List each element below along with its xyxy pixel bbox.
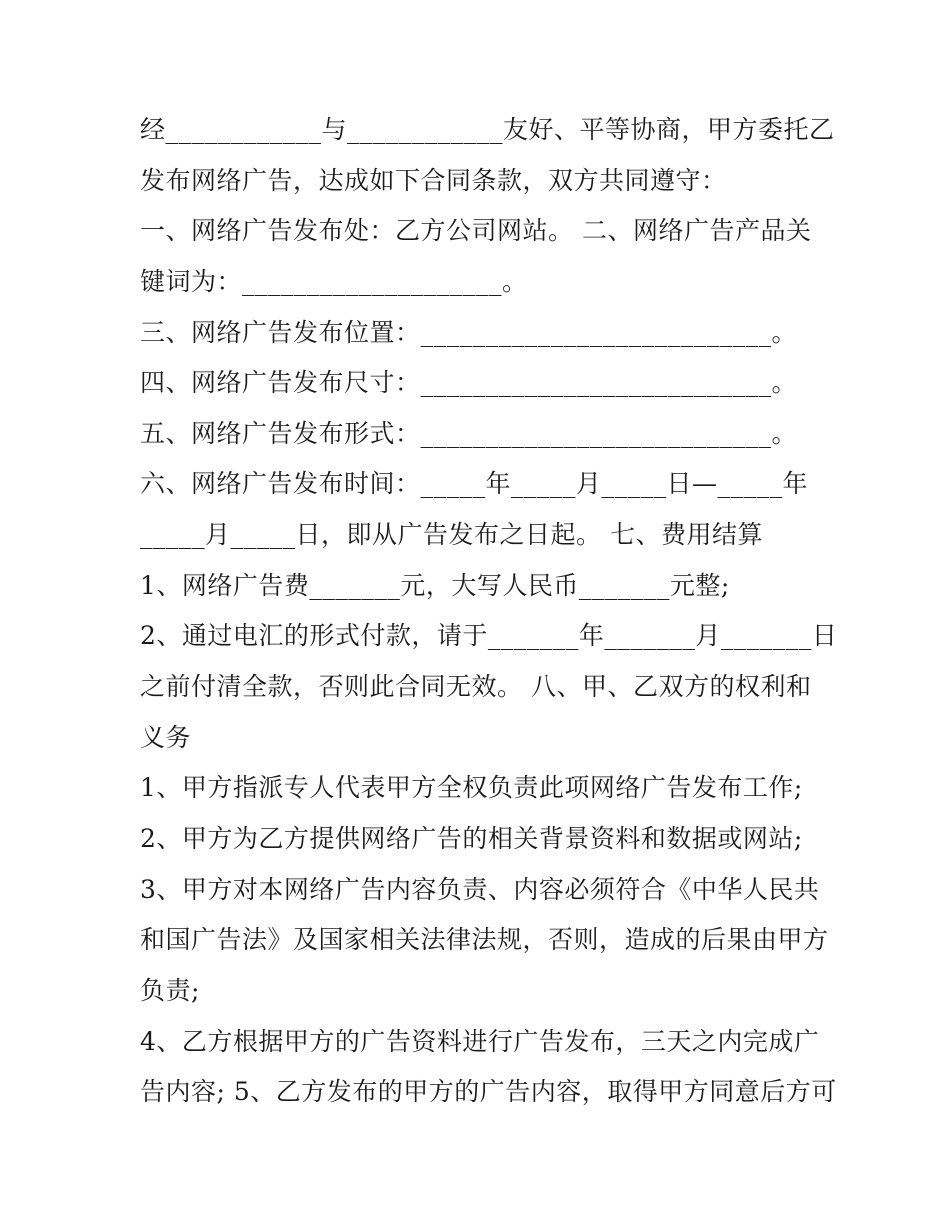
text-line: 四、网络广告发布尺寸：___________________________。 [140,368,798,397]
text-line: 1、网络广告费_______元，大写人民币_______元整; [140,571,730,600]
text-line: 之前付清全款，否则此合同无效。 八、甲、乙双方的权利和 [140,672,812,701]
text-line: 1、甲方指派专人代表甲方全权负责此项网络广告发布工作; [140,773,803,802]
text-line: 义务 [140,723,192,752]
text-line: 2、甲方为乙方提供网络广告的相关背景资料和数据或网站; [140,824,803,853]
text-line: 发布网络广告，达成如下合同条款，双方共同遵守： [140,166,727,195]
text-line: 五、网络广告发布形式：___________________________。 [140,419,798,448]
text-line: 键词为：____________________。 [140,267,528,296]
text-line: 告内容; 5、乙方发布的甲方的广告内容，取得甲方同意后方可 [140,1077,837,1106]
text-line: 六、网络广告发布时间：_____年_____月_____日—_____年 [140,469,809,498]
text-line: 2、通过电汇的形式付款，请于_______年_______月_______日 [140,621,838,650]
text-line: 和国广告法》及国家相关法律法规，否则，造成的后果由甲方 [140,925,829,954]
text-line: 3、甲方对本网络广告内容负责、内容必须符合《中华人民共 [140,875,820,904]
text-line: 负责; [140,976,200,1005]
text-line: 经____________与____________友好、平等协商，甲方委托乙 [140,115,835,144]
text-line: 4、乙方根据甲方的广告资料进行广告发布，三天之内完成广 [140,1027,820,1056]
text-line: 三、网络广告发布位置：___________________________。 [140,318,798,347]
text-line: _____月_____日，即从广告发布之日起。 七、费用结算 [140,520,763,549]
text-line: 一、网络广告发布处：乙方公司网站。 二、网络广告产品关 [140,216,812,245]
